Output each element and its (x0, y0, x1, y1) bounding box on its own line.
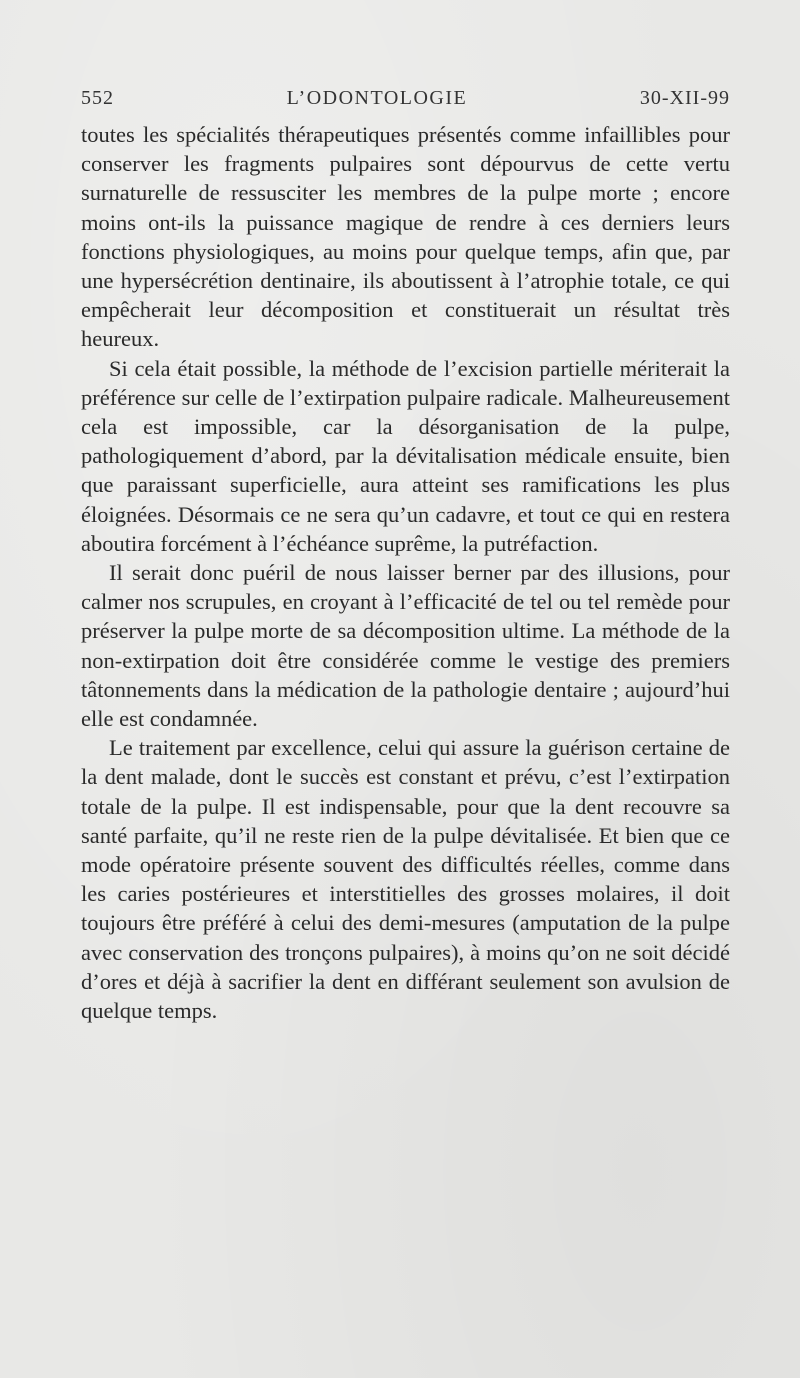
page-number: 552 (81, 87, 114, 109)
journal-title: L’ODONTOLOGIE (286, 87, 468, 109)
issue-date: 30-XII-99 (639, 87, 730, 109)
running-head (81, 87, 730, 110)
paragraph: Le traitement par excellence, celui qui assure la guérison certaine de la dent malade, dont le succès est constant et prévu, c’est l’extirpation totale de la pulpe. Il est indispensable, pour que la dent recouvre sa santé parfaite, qu’il ne reste rien de la pulpe dévitalisée. Et bien que ce mode opératoire présente souvent des difficultés réelles, comme dans les caries postérieures et interstitielles des grosses molaires, il doit toujours être préféré à celui des demi-mesures (amputation de la pulpe avec conservation des tronçons pulpaires), à moins qu’on ne soit décidé d’ores et déjà à sacrifier la dent en différant seulement son avulsion de quelque temps. (81, 735, 730, 1024)
body-text (81, 120, 730, 1025)
paragraph: Il serait donc puéril de nous laisser berner par des illusions, pour calmer nos scrupules, en croyant à l’efficacité de tel ou tel remède pour préserver la pulpe morte de sa décomposition ultime. La méthode de la non-extirpation doit être considérée comme le vestige des premiers tâtonnements dans la médication de la pathologie dentaire ; aujourd’hui elle est condamnée. (81, 560, 730, 732)
paragraph: Si cela était possible, la méthode de l’excision partielle mériterait la préférence sur celle de l’extirpation pulpaire radicale. Malheureusement cela est impossible, car la désorganisation de la pulpe, pathologiquement d’abord, par la dévitalisation médicale ensuite, bien que paraissant superficielle, aura atteint ses ramifications les plus éloignées. Désormais ce ne sera qu’un cadavre, et tout ce qui en restera aboutira forcément à l’échéance suprême, la putréfaction. (81, 355, 730, 556)
paragraph-continuation: toutes les spécialités thérapeutiques présentés comme infaillibles pour conserver les fragments pulpaires sont dépourvus de cette vertu surnaturelle de ressusciter les membres de la pulpe morte ; encore moins ont-ils la puissance magique de rendre à ces derniers leurs fonctions physiologiques, au moins pour quelque temps, afin que, par une hypersécrétion dentinaire, ils aboutissent à l’atrophie totale, ce qui empêcherait leur décomposition et constituerait un résultat très heureux. (81, 122, 730, 352)
